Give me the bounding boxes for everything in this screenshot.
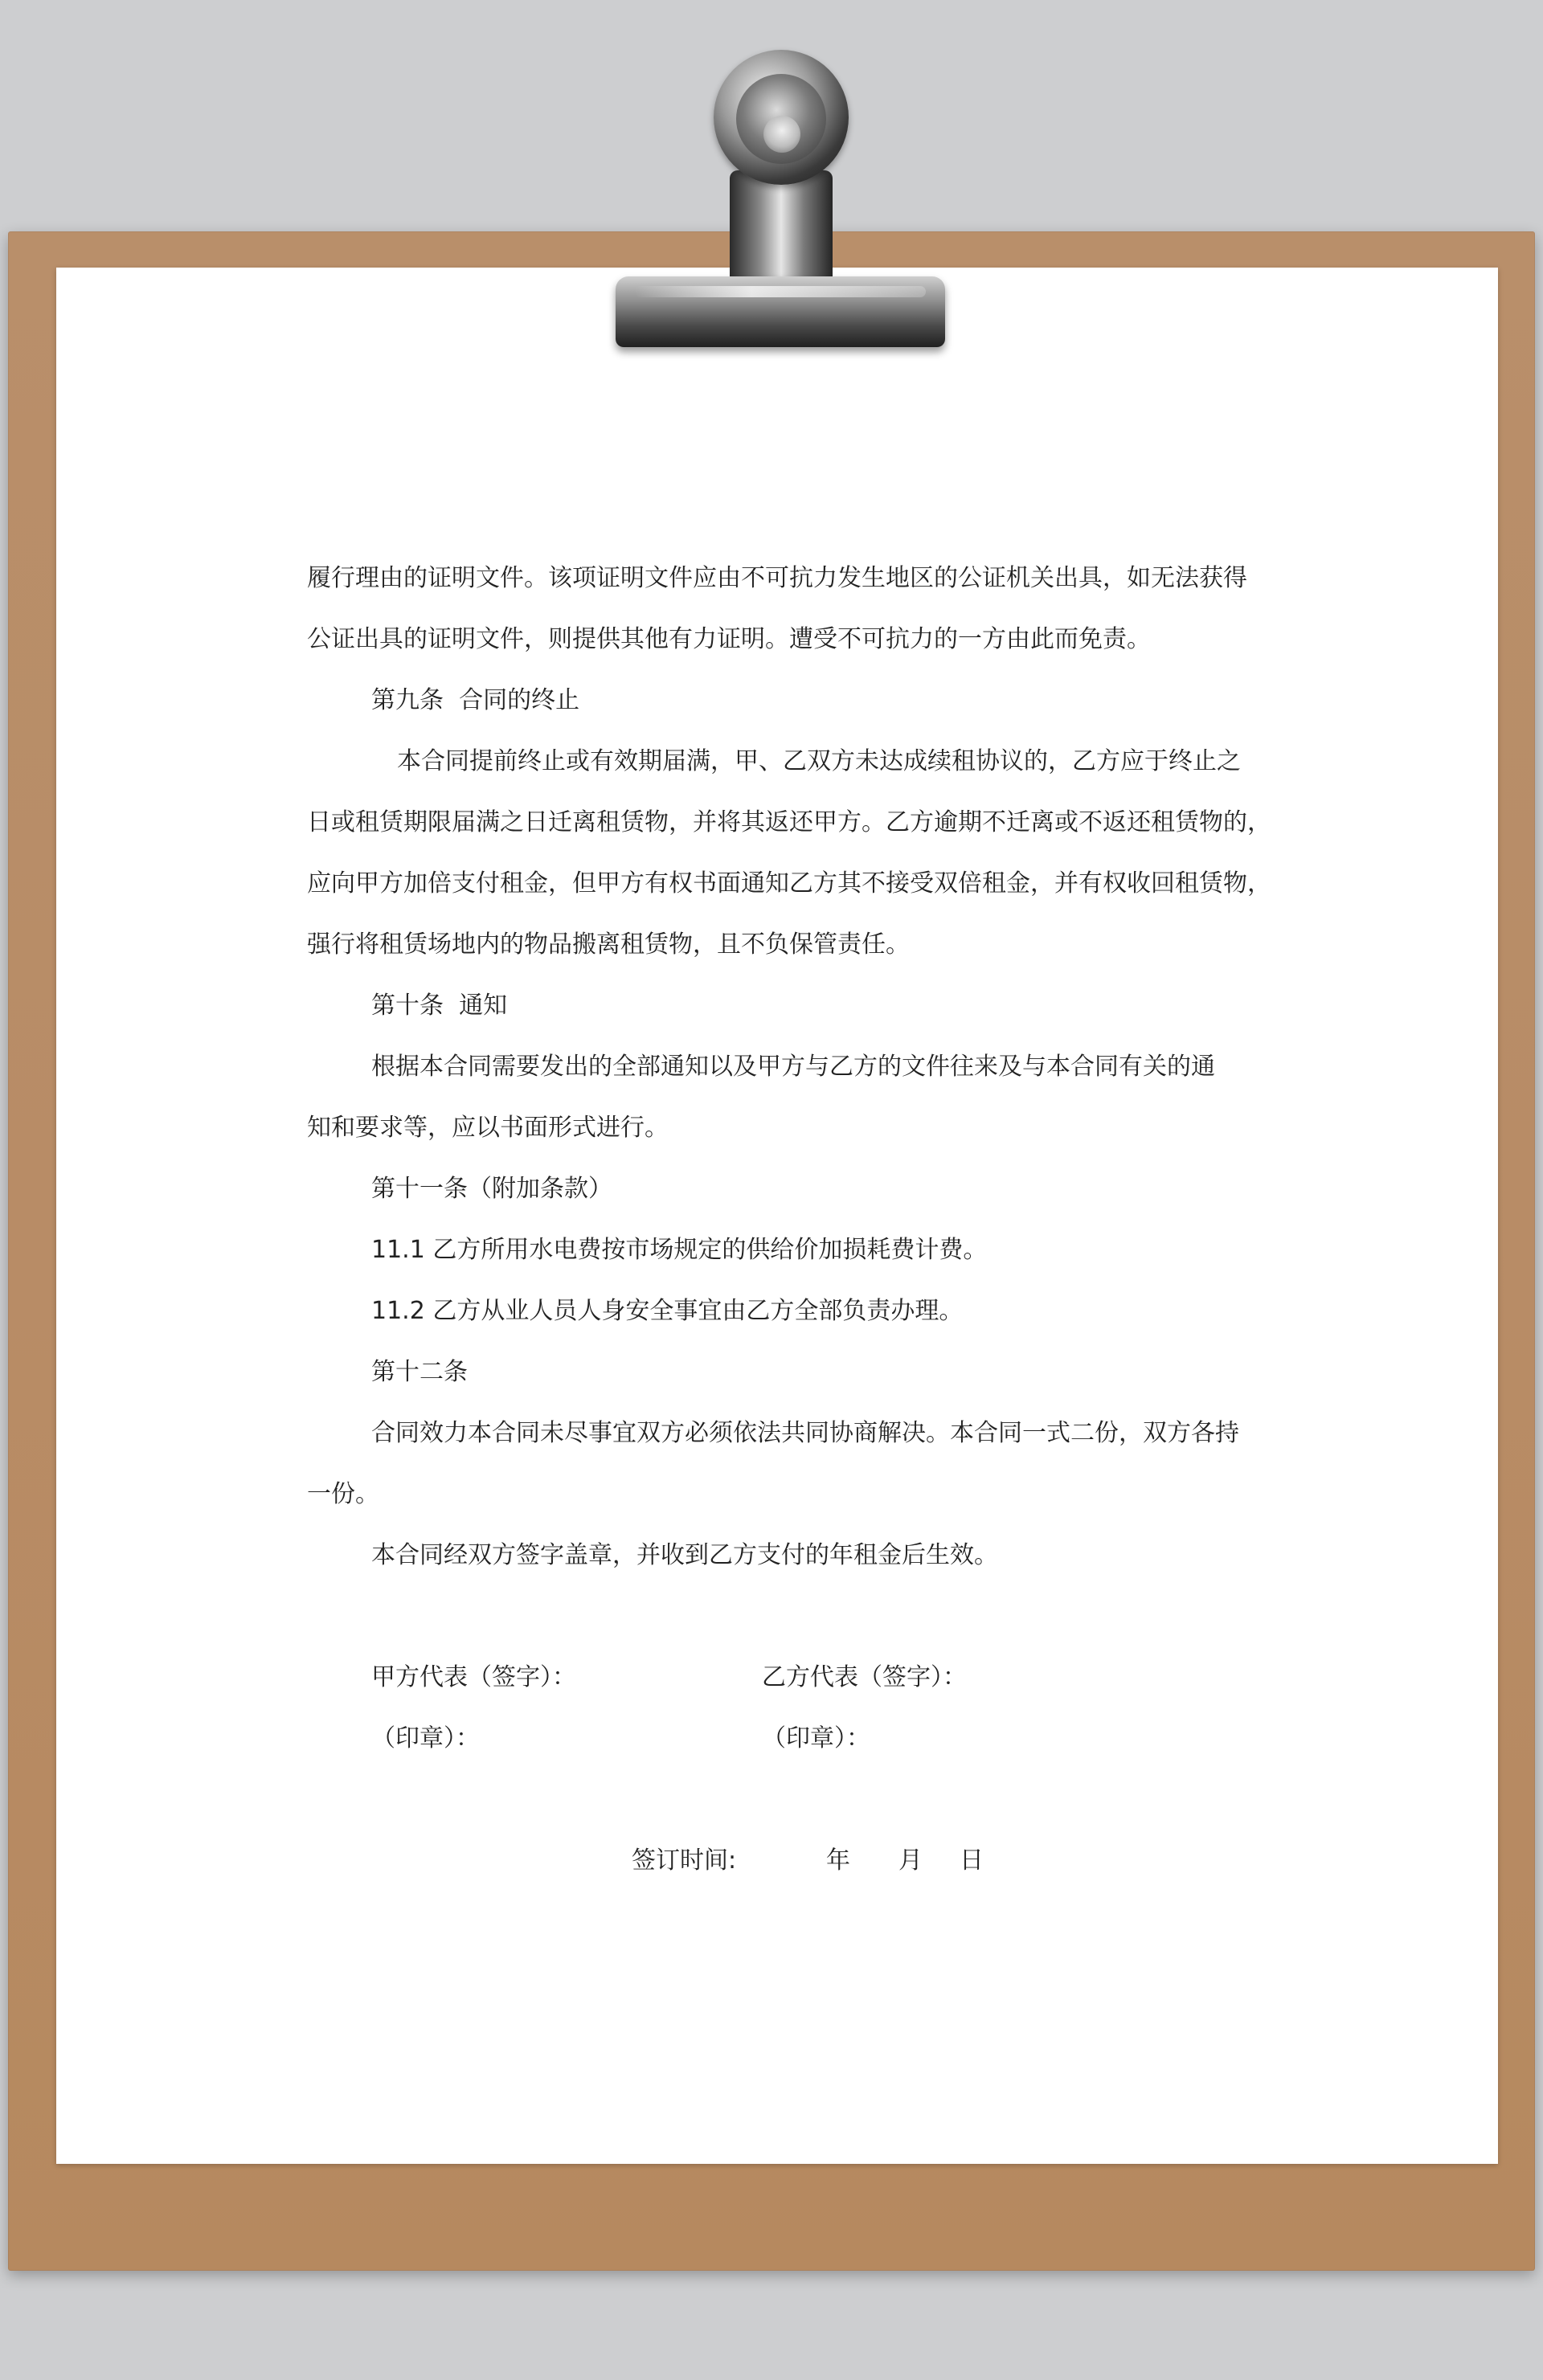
paragraph-line: 根据本合同需要发出的全部通知以及甲方与乙方的文件往来及与本合同有关的通 <box>371 1053 1215 1081</box>
date-month: 月 <box>898 1846 923 1875</box>
paragraph-line: 公证出具的证明文件，则提供其他有力证明。遭受不可抗力的一方由此而免责。 <box>307 625 1151 653</box>
clause-11-2: 11.2 乙方从业人员人身安全事宜由乙方全部负责办理。 <box>371 1297 964 1325</box>
party-b-signature-label: 乙方代表（签字）： <box>762 1663 967 1691</box>
article-9-heading: 第九条 合同的终止 <box>371 686 580 714</box>
party-a-signature-label: 甲方代表（签字）： <box>371 1663 576 1691</box>
paragraph-line: 合同效力本合同未尽事宜双方必须依法共同协商解决。本合同一式二份，双方各持 <box>371 1419 1239 1447</box>
date-year: 年 <box>826 1846 850 1875</box>
party-a-seal-label: （印章）： <box>371 1724 480 1752</box>
contract-page <box>56 268 1498 2164</box>
paragraph-line: 应向甲方加倍支付租金，但甲方有权书面通知乙方其不接受双倍租金，并有权收回租赁物， <box>307 869 1271 898</box>
article-10-heading: 第十条 通知 <box>371 992 508 1020</box>
paragraph-line: 本合同经双方签字盖章，并收到乙方支付的年租金后生效。 <box>371 1541 998 1569</box>
clause-11-1: 11.1 乙方所用水电费按市场规定的供给价加损耗费计费。 <box>371 1236 988 1264</box>
party-b-seal-label: （印章）： <box>762 1724 870 1752</box>
paragraph-line: 本合同提前终止或有效期届满，甲、乙双方未达成续租协议的，乙方应于终止之 <box>397 747 1241 775</box>
date-day: 日 <box>960 1846 984 1875</box>
article-11-heading: 第十一条（附加条款） <box>371 1175 612 1203</box>
paragraph-line: 强行将租赁场地内的物品搬离租赁物，且不负保管责任。 <box>307 930 910 959</box>
paragraph-line: 知和要求等，应以书面形式进行。 <box>307 1114 669 1142</box>
article-12-heading: 第十二条 <box>371 1358 468 1386</box>
paragraph-line: 履行理由的证明文件。该项证明文件应由不可抗力发生地区的公证机关出具，如无法获得 <box>307 564 1247 592</box>
paragraph-line: 日或租赁期限届满之日迁离租赁物，并将其返还甲方。乙方逾期不迁离或不返还租赁物的， <box>307 808 1271 836</box>
signing-date-label: 签订时间: <box>632 1846 737 1875</box>
paragraph-line: 一份。 <box>307 1480 379 1508</box>
